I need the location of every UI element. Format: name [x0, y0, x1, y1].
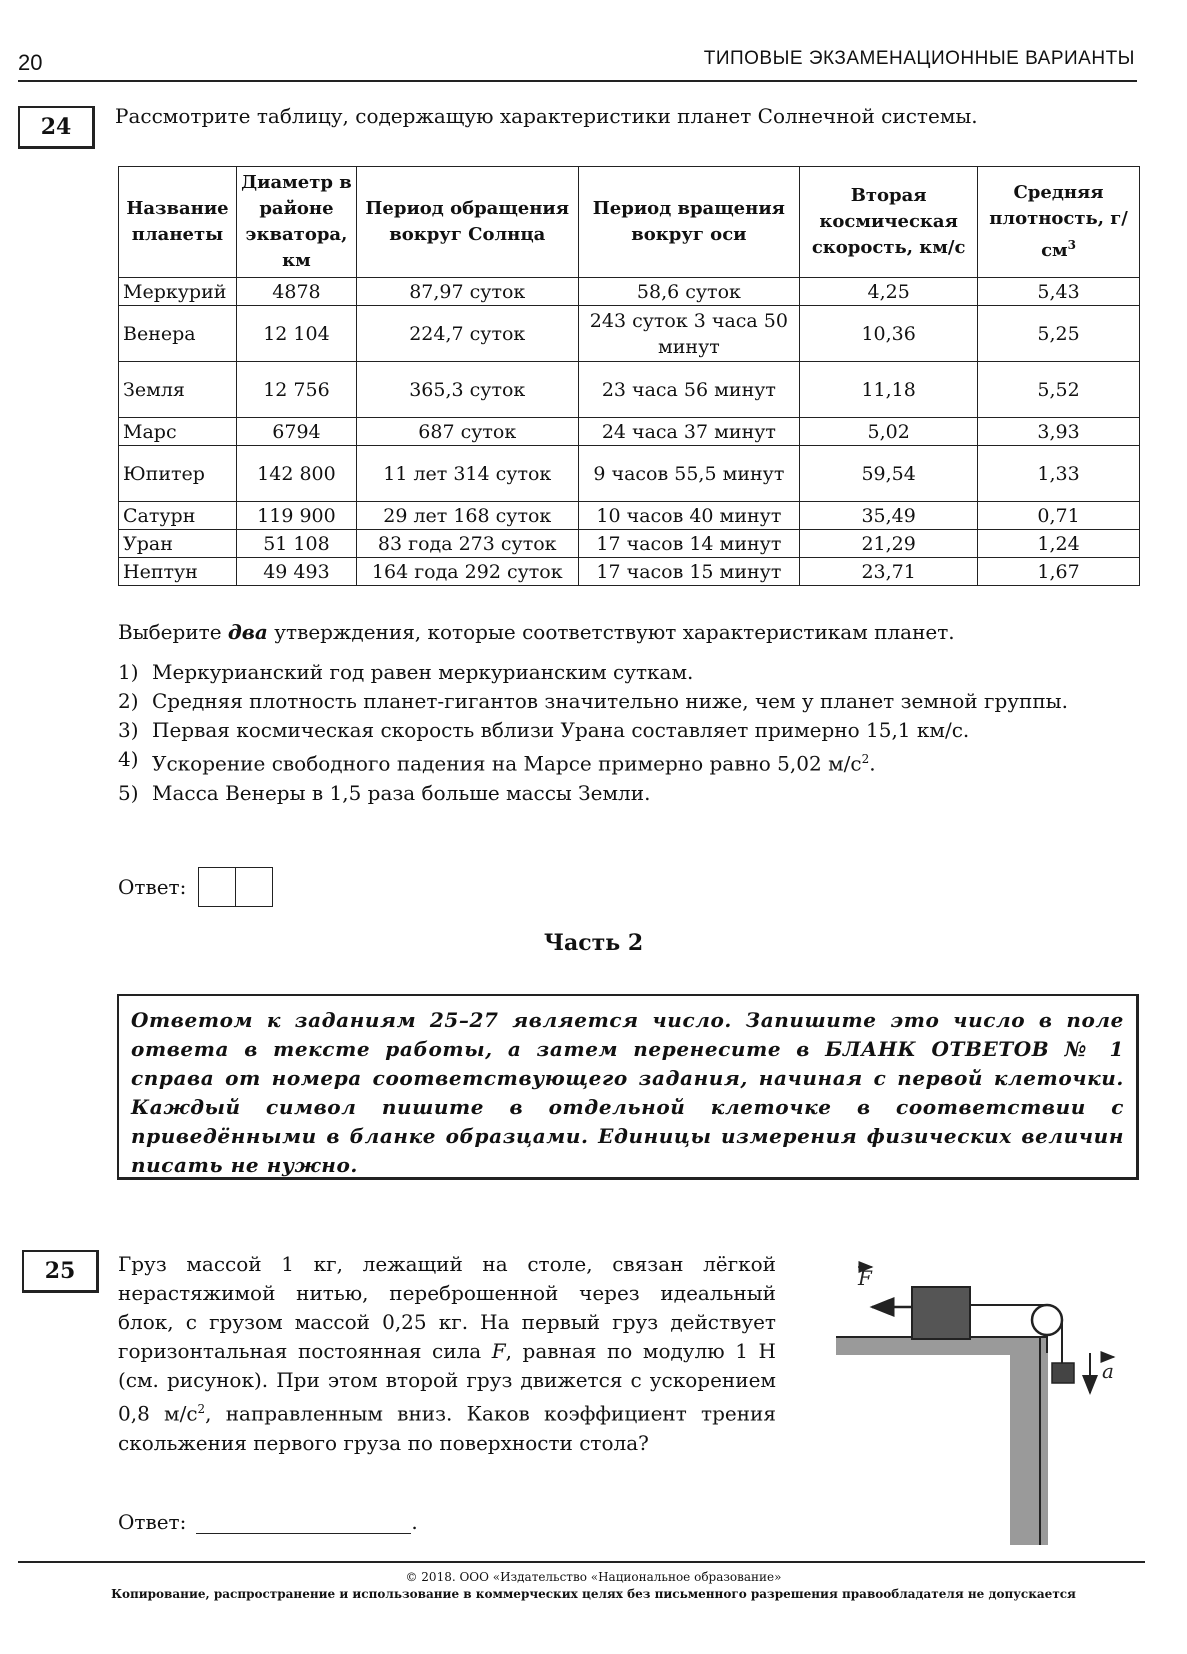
rotation-period-cell: 58,6 суток	[578, 278, 800, 306]
task-25-text-a: Груз массой 1 кг, лежащий на столе, связан лёгкой нерастяжимой нитью, переброшенной через идеальный блок, с грузом массой 0,25 кг. На первый груз действует горизонтальная постоянная сила	[118, 1252, 776, 1363]
footer-divider	[18, 1561, 1145, 1563]
diameter-cell: 12 756	[236, 362, 356, 418]
option-sup: 2	[861, 752, 870, 766]
task-24-options	[118, 658, 1148, 808]
planet-name-cell: Земля	[119, 362, 237, 418]
header-divider	[18, 80, 1137, 82]
force-symbol: F	[491, 1339, 506, 1363]
task-25-text-b: , равная по модулю 1 Н (см. рисунок). При этом второй груз движется с ускорением 0,8 м/с	[118, 1339, 776, 1426]
pulley	[1032, 1305, 1062, 1335]
orbit-period-cell: 224,7 суток	[356, 306, 578, 362]
density-cell: 0,71	[978, 502, 1140, 530]
task-25-figure	[830, 1245, 1170, 1545]
escape-velocity-cell: 21,29	[800, 530, 978, 558]
option-item	[118, 745, 1148, 779]
col-header-rotation-period: Период вращения вокруг оси	[578, 167, 800, 278]
density-cell: 5,52	[978, 362, 1140, 418]
col-header-density	[978, 167, 1140, 278]
option-item	[118, 779, 1148, 808]
task-25-text-c: , направленным вниз. Каков коэффициент трения скольжения первого груза по поверхности стола?	[118, 1401, 776, 1455]
table-row	[119, 278, 1140, 306]
diameter-cell: 49 493	[236, 558, 356, 586]
choose-emphasis: два	[227, 620, 268, 644]
rotation-period-cell: 17 часов 15 минут	[578, 558, 800, 586]
option-item	[118, 716, 1148, 745]
orbit-period-cell: 11 лет 314 суток	[356, 446, 578, 502]
diameter-cell: 51 108	[236, 530, 356, 558]
answer-label: Ответ:	[118, 1510, 187, 1534]
planet-name-cell: Венера	[119, 306, 237, 362]
option-text: Масса Венеры в 1,5 раза больше массы Земли.	[152, 780, 651, 805]
option-text: Ускорение свободного падения на Марсе примерно равно 5,02 м/с	[152, 751, 862, 776]
rotation-period-cell: 23 часа 56 минут	[578, 362, 800, 418]
footer-copyright: © 2018. ООО «Издательство «Национальное образование»	[405, 1570, 782, 1584]
option-tail: .	[869, 751, 876, 776]
diameter-cell: 6794	[236, 418, 356, 446]
task-24-number: 24	[18, 106, 95, 149]
table-row	[119, 362, 1140, 418]
option-number: 4)	[118, 747, 139, 771]
option-number: 2)	[118, 689, 139, 713]
answer-cell-1[interactable]	[198, 867, 236, 907]
task-24-answer	[118, 867, 273, 907]
block-2	[1052, 1363, 1074, 1383]
orbit-period-cell: 365,3 суток	[356, 362, 578, 418]
planet-name-cell: Меркурий	[119, 278, 237, 306]
task-24-intro: Рассмотрите таблицу, содержащую характеристики планет Солнечной системы.	[115, 104, 978, 128]
option-number: 1)	[118, 660, 139, 684]
escape-velocity-cell: 10,36	[800, 306, 978, 362]
table-row	[119, 558, 1140, 586]
task-25-sup: 2	[197, 1402, 206, 1416]
table-row	[119, 306, 1140, 362]
table-header-row	[119, 167, 1140, 278]
acceleration-label: a	[1102, 1359, 1114, 1383]
planet-name-cell: Юпитер	[119, 446, 237, 502]
answer-label: Ответ:	[118, 875, 187, 899]
task-24-question	[118, 620, 955, 644]
option-text: Первая космическая скорость вблизи Урана составляет примерно 15,1 км/с.	[152, 718, 970, 742]
page-number: 20	[18, 50, 43, 75]
task-25-answer	[118, 1510, 418, 1534]
orbit-period-cell: 687 суток	[356, 418, 578, 446]
planet-name-cell: Нептун	[119, 558, 237, 586]
density-cell: 1,33	[978, 446, 1140, 502]
density-cell: 1,24	[978, 530, 1140, 558]
answer-dot: .	[411, 1510, 418, 1534]
density-cell: 5,25	[978, 306, 1140, 362]
table-row	[119, 530, 1140, 558]
rotation-period-cell: 24 часа 37 минут	[578, 418, 800, 446]
escape-velocity-cell: 5,02	[800, 418, 978, 446]
part-2-title: Часть 2	[543, 930, 644, 956]
option-number: 5)	[118, 780, 139, 805]
planet-name-cell: Марс	[119, 418, 237, 446]
density-unit-sup: 3	[1067, 238, 1077, 252]
col-header-name: Название планеты	[119, 167, 237, 278]
planet-name-cell: Уран	[119, 530, 237, 558]
density-header-text: Средняя плотность, г/см	[989, 182, 1128, 261]
rotation-period-cell: 9 часов 55,5 минут	[578, 446, 800, 502]
rotation-period-cell: 10 часов 40 минут	[578, 502, 800, 530]
escape-velocity-cell: 23,71	[800, 558, 978, 586]
header-title: ТИПОВЫЕ ЭКЗАМЕНАЦИОННЫЕ ВАРИАНТЫ	[703, 48, 1135, 69]
choose-suffix: утверждения, которые соответствуют характеристикам планет.	[267, 620, 955, 644]
planets-table	[118, 166, 1140, 586]
option-item	[118, 687, 1148, 716]
table-row	[119, 446, 1140, 502]
option-item	[118, 658, 1148, 687]
orbit-period-cell: 87,97 суток	[356, 278, 578, 306]
col-header-escape-velocity: Вторая космическая скорость, км/с	[800, 167, 978, 278]
table-row	[119, 418, 1140, 446]
density-cell: 1,67	[978, 558, 1140, 586]
col-header-diameter: Диаметр в районе экватора, км	[236, 167, 356, 278]
diameter-cell: 142 800	[236, 446, 356, 502]
answer-line[interactable]	[196, 1513, 411, 1534]
rotation-period-cell: 243 суток 3 часа 50 минут	[578, 306, 800, 362]
option-number: 3)	[118, 718, 139, 742]
escape-velocity-cell: 4,25	[800, 278, 978, 306]
orbit-period-cell: 164 года 292 суток	[356, 558, 578, 586]
diameter-cell: 12 104	[236, 306, 356, 362]
block-1	[912, 1287, 970, 1339]
rotation-period-cell: 17 часов 14 минут	[578, 530, 800, 558]
planet-name-cell: Сатурн	[119, 502, 237, 530]
diameter-cell: 119 900	[236, 502, 356, 530]
table-row	[119, 502, 1140, 530]
answer-cell-2[interactable]	[236, 867, 273, 907]
task-25-number: 25	[22, 1250, 99, 1293]
density-cell: 5,43	[978, 278, 1140, 306]
diameter-cell: 4878	[236, 278, 356, 306]
task-25-text	[118, 1250, 776, 1458]
footer-notice: Копирование, распространение и использование в коммерческих целях без письменного разрешения правообладателя не допускается	[111, 1587, 1076, 1601]
option-text-wrap	[152, 745, 1148, 779]
choose-prefix: Выберите	[118, 620, 228, 644]
table-leg	[1010, 1337, 1048, 1545]
orbit-period-cell: 83 года 273 суток	[356, 530, 578, 558]
escape-velocity-cell: 11,18	[800, 362, 978, 418]
density-cell: 3,93	[978, 418, 1140, 446]
escape-velocity-cell: 35,49	[800, 502, 978, 530]
force-label: F	[858, 1266, 872, 1290]
option-text: Меркурианский год равен меркурианским суткам.	[152, 660, 694, 684]
col-header-orbit-period: Период обращения вокруг Солнца	[356, 167, 578, 278]
part-2-instruction: Ответом к заданиям 25–27 является число. Запишите это число в поле ответа в тексте работы, а затем перенесите в БЛАНК ОТВЕТОВ № 1 справа от номера соответствующего задания, начиная с первой клеточки. Каждый символ пишите в отдельной клеточке в соответствии с приведёнными в бланке образцами. Единицы измерения физических величин писать не нужно.	[117, 994, 1139, 1180]
orbit-period-cell: 29 лет 168 суток	[356, 502, 578, 530]
option-text: Средняя плотность планет-гигантов значительно ниже, чем у планет земной группы.	[152, 689, 1068, 713]
escape-velocity-cell: 59,54	[800, 446, 978, 502]
